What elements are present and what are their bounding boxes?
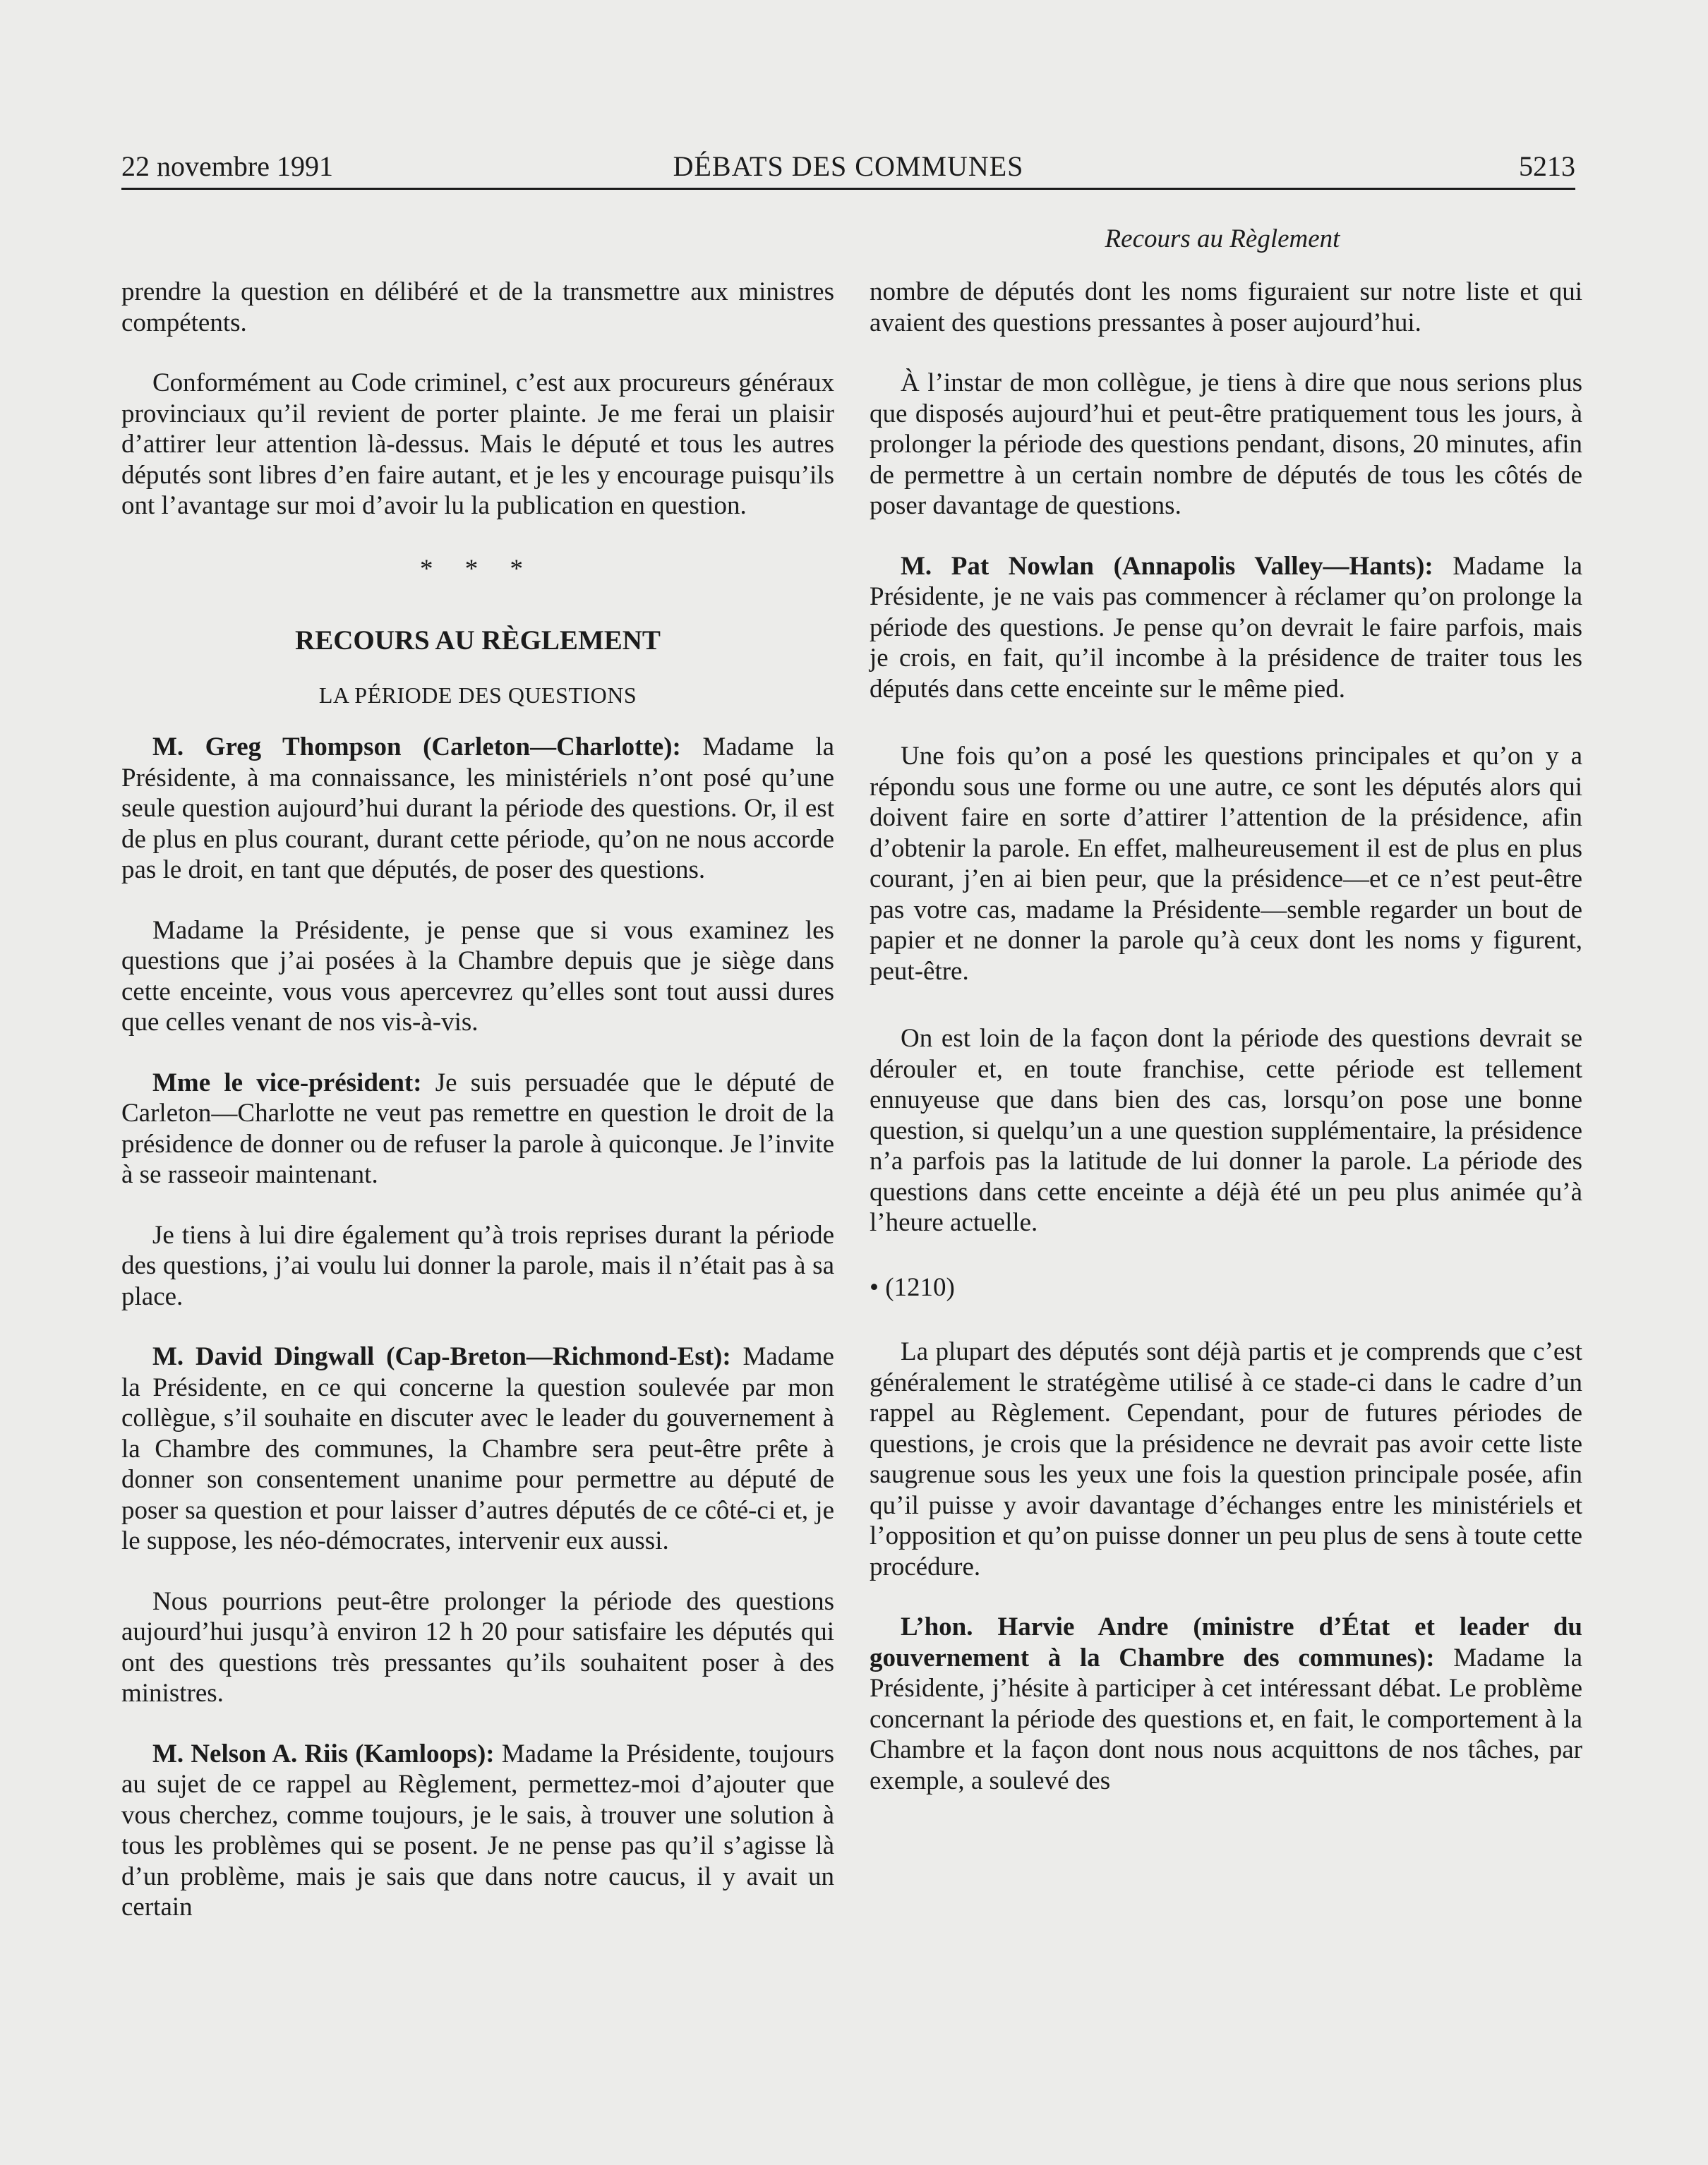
speaker-name: M. Pat Nowlan (Annapolis Valley—Hants): [901, 551, 1433, 581]
paragraph: Madame la Présidente, je pense que si vous examinez les questions que j’ai posées à la Chambre depuis que je siège dans cette enceinte, vous vous apercevrez qu’elles sont tout aussi dures que celles venant de nos vis-à-vis. [121, 915, 834, 1037]
paragraph: Conformément au Code criminel, c’est aux procureurs généraux provinciaux qu’il revient de porter plainte. Je me ferai un plaisir d’attirer leur attention là-dessus. Mais le député et tous les autres députés sont libres d’en faire autant, et je les y encourage puisqu’ils ont l’avantage sur moi d’avoir lu la publication en question. [121, 368, 834, 520]
speech-text: Madame la Présidente, en ce qui concerne la question soulevée par mon collègue, s’il souhaite en discuter avec le leader du gouvernement à la Chambre des communes, la Chambre sera peut-être prête à donner son consentement unanime pour permettre au député de poser sa question et pour laisser d’autres députés de ce côté-ci et, je le suppose, les néo-démocrates, intervenir eux aussi. [121, 1342, 834, 1555]
paragraph: Une fois qu’on a posé les questions principales et qu’on y a répondu sous une forme ou une autre, ce sont les députés alors qui doivent faire en sorte d’attirer l’attention de la présidence, afin d’obtenir la parole. En effet, malheureusement il est de plus en plus courant, j’en ai bien peur, que la présidence—et ce n’est peut-être pas votre cas, madame la Présidente—semble regarder un bout de papier et ne donner la parole qu’à ceux dont les noms y figurent, peut-être. [870, 742, 1582, 986]
speech-text: Madame la Présidente, à ma connaissance, les ministériels n’ont posé qu’une seule question aujourd’hui durant la période des questions. Or, il est de plus en plus courant, durant cette période, qu’on ne nous accorde pas le droit, en tant que députés, de poser des questions. [121, 732, 834, 884]
speaker-name: L’hon. Harvie Andre (ministre d’État et leader du gouvernement à la Chambre des communes): [870, 1612, 1582, 1672]
paragraph: À l’instar de mon collègue, je tiens à dire que nous serions plus que disposés aujourd’hui et peut-être pratiquement tous les jours, à prolonger la période des questions pendant, disons, 20 minutes, afin de permettre à un certain nombre de députés de tous les côtés de poser davantage de questions. [870, 368, 1582, 520]
header-rule [121, 188, 1575, 190]
paragraph: On est loin de la façon dont la période des questions devrait se dérouler et, en toute franchise, cette période est tellement ennuyeuse que dans bien des cas, lorsqu’on pose une bonne question, si quelqu’un a une question supplémentaire, la présidence n’a parfois pas la latitude de lui donner la parole. La période des questions dans cette enceinte a déjà été un peu plus animée qu’à l’heure actuelle. [870, 1024, 1582, 1237]
paragraph: prendre la question en délibéré et de la transmettre aux ministres compétents. [121, 277, 834, 337]
speech-text: Je suis persuadée que le député de Carleton—Charlotte ne veut pas remettre en question le droit de la présidence de donner ou de refuser la parole à quiconque. Je l’invite à se rasseoir maintenant. [121, 1068, 835, 1189]
header-title: DÉBATS DES COMMUNES [673, 150, 1024, 182]
speech-text: Madame la Présidente, toujours au sujet de ce rappel au Règlement, permettez-moi d’ajouter que vous cherchez, comme toujours, je le sais, à trouver une solution à tous les problèmes qui se posent. Je ne pense pas qu’il s’agisse là d’un problème, mais je sais que dans notre caucus, il y avait un certain [121, 1739, 834, 1922]
header-date: 22 novembre 1991 [121, 150, 333, 182]
speech-paragraph [870, 1612, 1582, 1796]
speaker-name: M. David Dingwall (Cap-Breton—Richmond-Est): [152, 1342, 731, 1371]
paragraph: Je tiens à lui dire également qu’à trois reprises durant la période des questions, j’ai voulu lui donner la parole, mais il n’était pas à sa place. [121, 1220, 834, 1311]
page-header [121, 147, 1575, 186]
left-column [121, 277, 834, 1923]
speech-paragraph [121, 1739, 834, 1923]
speech-paragraph [870, 551, 1582, 705]
speaker-name: Mme le vice-président: [152, 1068, 422, 1097]
speech-paragraph [121, 1068, 834, 1190]
speech-paragraph [121, 1341, 834, 1557]
section-separator: * * * [420, 554, 536, 584]
time-marker: • (1210) [870, 1272, 955, 1302]
right-column [870, 277, 1582, 1796]
paragraph: nombre de députés dont les noms figuraient sur notre liste et qui avaient des questions pressantes à poser aujourd’hui. [870, 277, 1582, 337]
speech-text: Madame la Présidente, j’hésite à participer à cet intéressant débat. Le problème concernant la période des questions et, en fait, le comportement à la Chambre et la façon dont nous nous acquittons de nos tâches, par exemple, a soulevé des [870, 1643, 1582, 1795]
page-number: 5213 [1519, 150, 1575, 182]
running-head: Recours au Règlement [1105, 224, 1340, 253]
paragraph: Nous pourrions peut-être prolonger la période des questions aujourd’hui jusqu’à environ 12 h 20 pour satisfaire les députés qui ont des questions très pressantes qu’ils souhaitent poser à des ministres. [121, 1586, 834, 1708]
subsection-heading: LA PÉRIODE DES QUESTIONS [318, 682, 637, 708]
speaker-name: M. Nelson A. Riis (Kamloops): [152, 1739, 495, 1768]
paragraph: La plupart des députés sont déjà partis et je comprends que c’est généralement le stratégème utilisé à ce stade-ci dans le cadre d’un rappel au Règlement. Cependant, pour de futures périodes de questions, je crois que la présidence ne devrait pas avoir cette liste saugrenue sous les yeux une fois la question principale posée, afin qu’il puisse y avoir davantage d’échanges entre les ministériels et l’opposition et qu’on puisse donner un peu plus de sens à toute cette procédure. [870, 1337, 1582, 1581]
speech-text: Madame la Présidente, je ne vais pas commencer à réclamer qu’on prolonge la période des questions. Je pense qu’on devrait le faire parfois, mais je crois, en fait, qu’il incombe à la présidence de traiter tous les députés dans cette enceinte sur le même pied. [870, 551, 1583, 704]
speaker-name: M. Greg Thompson (Carleton—Charlotte): [152, 732, 681, 761]
section-heading: RECOURS AU RÈGLEMENT [295, 625, 661, 656]
speech-paragraph [121, 732, 834, 886]
